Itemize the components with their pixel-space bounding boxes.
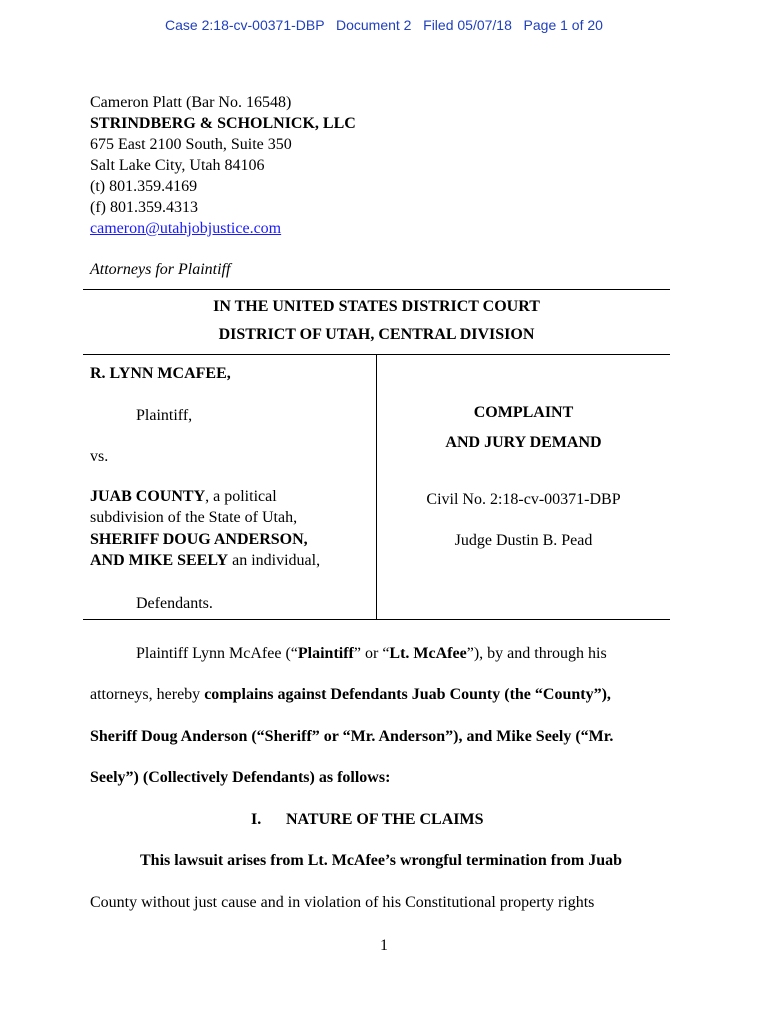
court-name: IN THE UNITED STATES DISTRICT COURT (213, 298, 540, 315)
text-span-bold: complains against Defendants Juab County (the “County”), (204, 686, 611, 703)
civil-number: Civil No. 2:18-cv-00371-DBP (426, 491, 621, 508)
defendant-seely-desc: an individual, (228, 552, 321, 569)
text-span: attorneys, hereby (90, 686, 205, 703)
firm-phone: (t) 801.359.4169 (90, 178, 198, 195)
versus-label: vs. (90, 448, 109, 465)
attorney-role: Attorneys for Plaintiff (90, 261, 231, 278)
body-p1-line1 (136, 644, 607, 664)
body-p1-line4: Seely”) (Collectively Defendants) as follows: (90, 769, 391, 786)
defendant-juab-county-name: JUAB COUNTY (90, 488, 206, 505)
stamp-document: Document 2 (335, 17, 412, 33)
text-span: ”), by and through his (466, 645, 607, 662)
plaintiff-name: R. LYNN MCAFEE, (90, 365, 231, 382)
attorney-name: Cameron Platt (Bar No. 16548) (90, 94, 292, 111)
firm-address-line2: Salt Lake City, Utah 84106 (90, 157, 265, 174)
caption-divider (376, 354, 377, 619)
page-number: 1 (380, 937, 388, 954)
defined-term-lt-mcafee: Lt. McAfee (389, 645, 467, 662)
firm-name: STRINDBERG & SCHOLNICK, LLC (90, 115, 356, 132)
body-p1-line2 (90, 685, 611, 705)
plaintiff-label: Plaintiff, (136, 407, 193, 424)
defendant-juab-county (90, 487, 277, 507)
rule-caption-bottom (83, 619, 670, 620)
section-number: I. (251, 811, 262, 828)
judge-name: Judge Dustin B. Pead (454, 532, 593, 549)
stamp-filed: Filed 05/07/18 (423, 17, 512, 33)
defined-term-plaintiff: Plaintiff (297, 645, 354, 662)
text-span: ” or “ (353, 645, 390, 662)
text-span: Plaintiff Lynn McAfee (“ (136, 645, 298, 662)
document-title-line2: AND JURY DEMAND (445, 434, 602, 451)
rule-top (83, 289, 670, 290)
body-p2-line1: This lawsuit arises from Lt. McAfee’s wrongful termination from Juab (140, 852, 623, 869)
defendant-seely (90, 551, 320, 571)
stamp-page: Page 1 of 20 (523, 17, 603, 33)
defendant-juab-county-desc: , a political (205, 488, 277, 505)
firm-fax: (f) 801.359.4313 (90, 199, 198, 216)
court-district: DISTRICT OF UTAH, CENTRAL DIVISION (218, 326, 535, 343)
body-p1-line3: Sheriff Doug Anderson (“Sheriff” or “Mr. Anderson”), and Mike Seely (“Mr. (90, 728, 614, 745)
section-title: NATURE OF THE CLAIMS (286, 811, 484, 828)
defendant-juab-county-desc2: subdivision of the State of Utah, (90, 509, 298, 526)
document-title-line1: COMPLAINT (473, 404, 574, 421)
stamp-case: Case 2:18-cv-00371-DBP (165, 17, 325, 33)
filing-stamp (0, 17, 768, 33)
body-p2-line2: County without just cause and in violation of his Constitutional property rights (90, 894, 595, 911)
defendant-sheriff: SHERIFF DOUG ANDERSON, (90, 531, 308, 548)
defendant-seely-name: AND MIKE SEELY (90, 552, 229, 569)
firm-address-line1: 675 East 2100 South, Suite 350 (90, 136, 292, 153)
attorney-email-link[interactable]: cameron@utahjobjustice.com (90, 220, 282, 237)
defendants-label: Defendants. (136, 595, 213, 612)
